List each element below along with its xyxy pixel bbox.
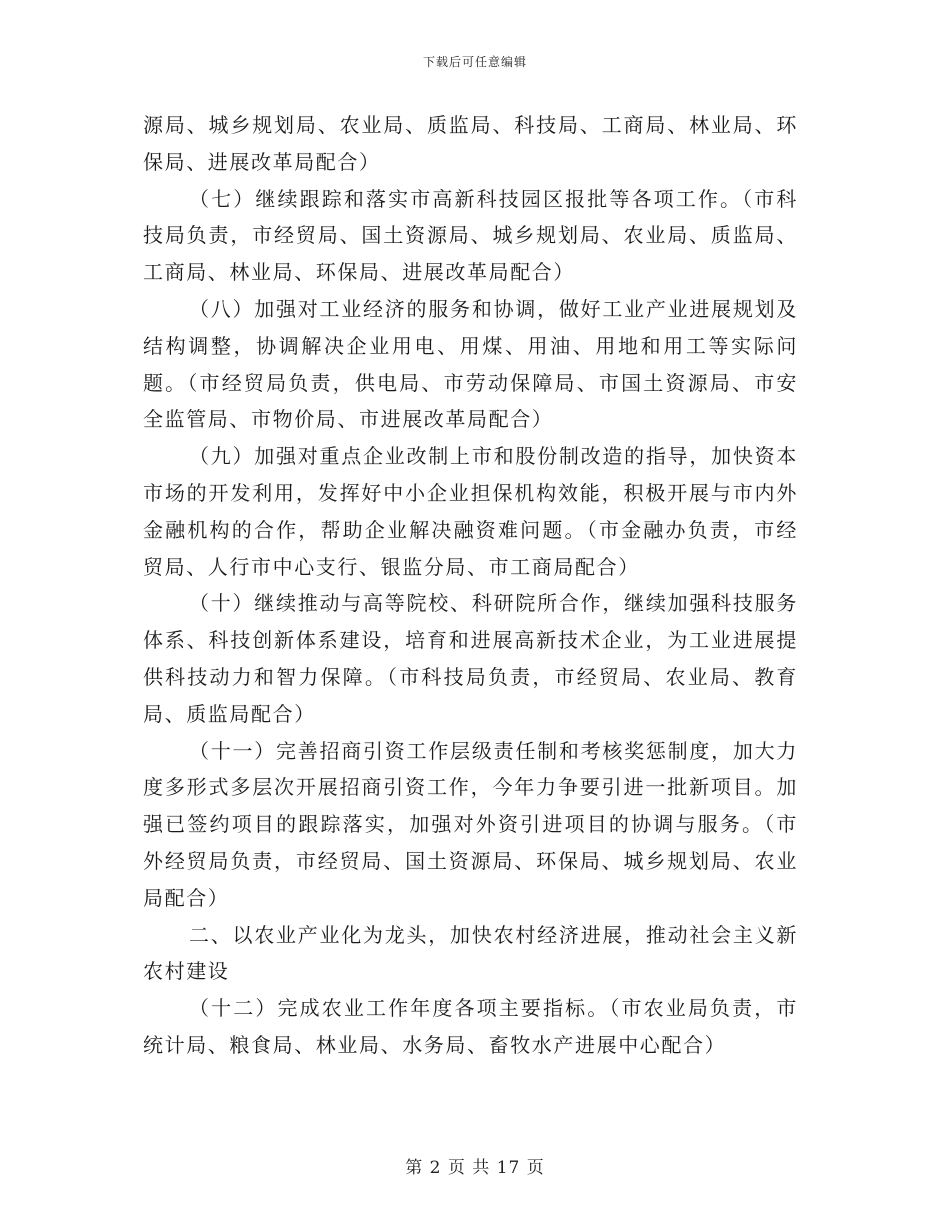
paragraph-item-9: （九）加强对重点企业改制上市和股份制改造的指导，加快资本市场的开发利用，发挥好中小企业担保机构效能，积极开展与市内外金融机构的合作，帮助企业解决融资难问题。（市金融办负责，市经贸局、人行市中心支行、银监分局、市工商局配合） bbox=[143, 444, 798, 579]
paragraph-item-8: （八）加强对工业经济的服务和协调，做好工业产业进展规划及结构调整，协调解决企业用电、用煤、用油、用地和用工等实际问题。（市经贸局负责，供电局、市劳动保障局、市国土资源局、市安全监管局、市物价局、市进展改革局配合） bbox=[143, 296, 798, 432]
header-note: 下载后可任意编辑 bbox=[422, 55, 527, 69]
paragraph-item-7: （七）继续跟踪和落实市高新科技园区报批等各项工作。（市科技局负责，市经贸局、国土资源局、城乡规划局、农业局、质监局、工商局、林业局、环保局、进展改革局配合） bbox=[143, 186, 798, 285]
paragraph-item-10: （十）继续推动与高等院校、科研院所合作，继续加强科技服务体系、科技创新体系建设，培育和进展高新技术企业，为工业进展提供科技动力和智力保障。（市科技局负责，市经贸局、农业局、教育局、质监局配合） bbox=[143, 591, 798, 726]
paragraph-item-11: （十一）完善招商引资工作层级责任制和考核奖惩制度，加大力度多形式多层次开展招商引资工作，今年力争要引进一批新项目。加强已签约项目的跟踪落实，加强对外资引进项目的协调与服务。（市外经贸局负责，市经贸局、国土资源局、环保局、城乡规划局、农业局配合） bbox=[143, 738, 798, 910]
section-heading-agriculture: 二、以农业产业化为龙头，加快农村经济进展，推动社会主义新农村建设 bbox=[143, 922, 798, 984]
paragraph-continuation: 源局、城乡规划局、农业局、质监局、科技局、工商局、林业局、环保局、进展改革局配合） bbox=[143, 113, 798, 174]
document-body bbox=[143, 107, 798, 1064]
paragraph-item-12: （十二）完成农业工作年度各项主要指标。（市农业局负责，市统计局、粮食局、林业局、水务局、畜牧水产进展中心配合） bbox=[143, 996, 798, 1057]
page-number-footer: 第 2 页 共 17 页 bbox=[405, 1158, 545, 1178]
